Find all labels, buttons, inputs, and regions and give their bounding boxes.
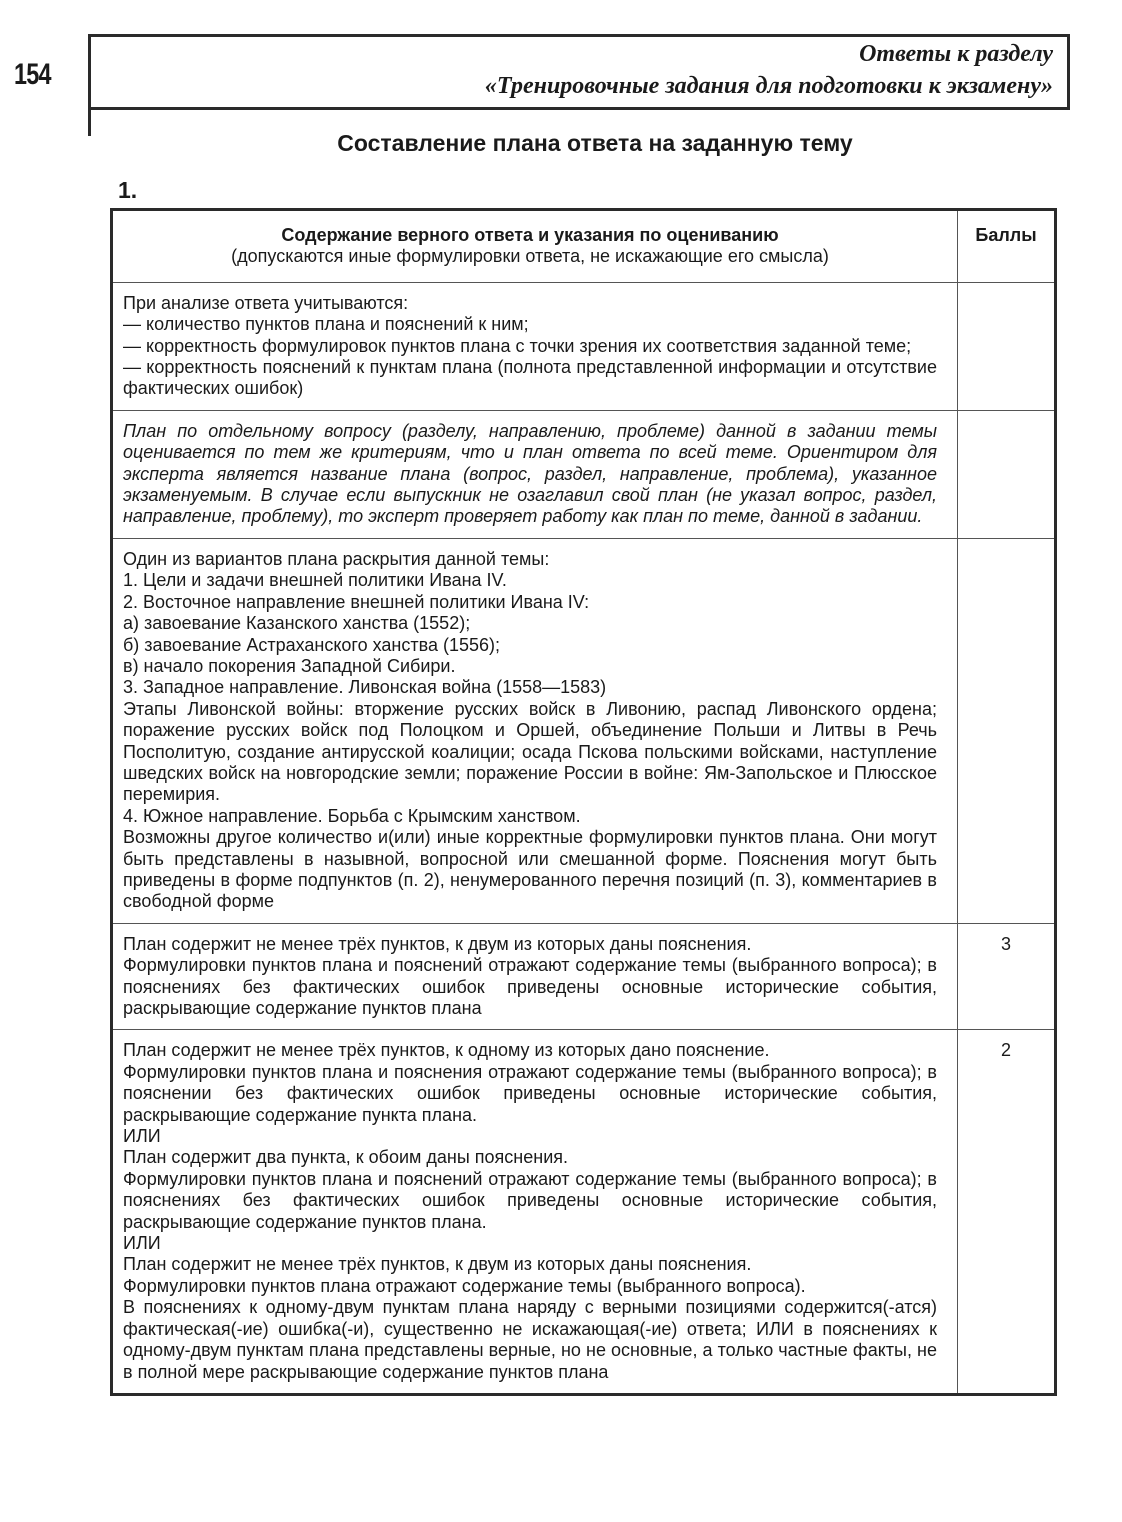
table-header-row — [112, 210, 1056, 283]
criteria-line: Формулировки пунктов плана отражают содержание темы (выбранного вопроса). — [123, 1275, 806, 1296]
table-row — [112, 1030, 1056, 1395]
plan-line: 3. Западное направление. Ливонская война (1558—1583) — [123, 677, 607, 698]
criteria-line: ИЛИ — [123, 1233, 161, 1254]
score-cell — [958, 538, 1056, 923]
plan-variant-cell — [112, 538, 958, 923]
criteria-line: Формулировки пунктов плана и пояснения отражают содержание темы (выбранного вопроса); в пояснении без фактических ошибок приведены основные исторические события, раскрывающие содержание пункта плана. — [123, 1061, 937, 1125]
criteria-line: Формулировки пунктов плана и пояснений отражают содержание темы (выбранного вопроса); в пояснениях без фактических ошибок приведены основные исторические события, раскрывающие содержание пунктов плана. — [123, 1168, 937, 1232]
plan-line: Возможны другое количество и(или) иные корректные формулировки пунктов плана. Они могут быть представлены в назывной, вопросной или смешанной форме. Пояснения могут быть приведены в форме подпунктов (п. 2), ненумерованного перечня позиций (п. 3), комментариев в свободной форме — [123, 827, 937, 912]
plan-line: 2. Восточное направление внешней политики Ивана IV: — [123, 591, 590, 612]
plan-line: Один из вариантов плана раскрытия данной темы: — [123, 548, 550, 569]
plan-line: Этапы Ливонской войны: вторжение русских войск в Ливонию, распад Ливонского ордена; поражение русских войск под Полоцком и Оршей, объединение Польши и Литвы в Речь Посполитую, создание антирусской коалиции; осада Пскова польскими войсками, наступление шведских войск на новгородские земли; поражение России в войне: Ям-Запольское и Плюсское перемирия. — [123, 698, 937, 805]
criteria-line: План содержит не менее трёх пунктов, к двум из которых даны пояснения. — [123, 1254, 752, 1275]
section-title: Составление плана ответа на заданную тему — [337, 130, 853, 156]
table-row — [112, 923, 1056, 1030]
table-row — [112, 410, 1056, 538]
content-header-title: Содержание верного ответа и указания по оцениванию — [281, 225, 779, 245]
score-cell: 2 — [958, 1030, 1056, 1395]
page-number: 154 — [14, 58, 51, 91]
score-cell: 3 — [958, 923, 1056, 1030]
table-row — [112, 282, 1056, 410]
table-row — [112, 538, 1056, 923]
criteria-line: При анализе ответа учитываются: — [123, 292, 409, 313]
plan-line: б) завоевание Астраханского ханства (1556); — [123, 634, 501, 655]
criteria-line: В пояснениях к одному-двум пунктам плана наряду с верными позициями содержится(-атся) фактическая(-ие) ошибка(-и), существенно не искажающая(-ие) ответа; ИЛИ в пояснениях к одному-двум пунктам плана представлены верные, но не основные, а только частные факты, не в полной мере раскрывающие содержание пунктов плана — [123, 1297, 937, 1382]
plan-line: а) завоевание Казанского ханства (1552); — [123, 613, 471, 634]
criteria-line: — количество пунктов плана и пояснений к ним; — [123, 314, 529, 335]
criteria-cell — [112, 282, 958, 410]
criteria-line: План содержит не менее трёх пунктов, к двум из которых даны пояснения. — [123, 933, 752, 954]
criteria-line: — корректность формулировок пунктов плана с точки зрения их соответствия заданной теме; — [123, 335, 912, 356]
running-header-line-2: «Тренировочные задания для подготовки к экзамену» — [484, 73, 1053, 99]
criteria-line: — корректность пояснений к пунктам плана (полнота представленной информации и отсутствие фактических ошибок) — [123, 357, 937, 399]
criteria-line: Формулировки пунктов плана и пояснений отражают содержание темы (выбранного вопроса); в пояснениях без фактических ошибок приведены основные исторические события, раскрывающие содержание пунктов плана — [123, 955, 937, 1018]
content-header-cell — [112, 210, 958, 283]
criteria-line: План содержит не менее трёх пунктов, к одному из которых дано пояснение. — [123, 1040, 770, 1061]
score-cell — [958, 410, 1056, 538]
criteria-cell — [112, 923, 958, 1030]
task-number: 1. — [118, 177, 138, 203]
instruction-cell: План по отдельному вопросу (разделу, направлению, проблеме) данной в задании темы оценивается по тем же критериям, что и план ответа по всей теме. Ориентиром для эксперта является название плана (вопрос, раздел, направление, проблема), указанное экзаменуемым. В случае если выпускник не озаглавил свой план (не указал вопрос, раздел, направление, проблему), то эксперт проверяет работу как план по теме, данной в задании. — [112, 410, 958, 538]
criteria-line: ИЛИ — [123, 1126, 161, 1147]
running-header-line-1: Ответы к разделу — [859, 41, 1053, 67]
running-header — [88, 34, 1070, 110]
content-header-subtitle: (допускаются иные формулировки ответа, не искажающие его смысла) — [231, 246, 829, 267]
criteria-line: План содержит два пункта, к обоим даны пояснения. — [123, 1147, 568, 1168]
score-cell — [958, 282, 1056, 410]
plan-line: в) начало покорения Западной Сибири. — [123, 655, 456, 676]
plan-line: 1. Цели и задачи внешней политики Ивана IV. — [123, 570, 507, 591]
plan-line: 4. Южное направление. Борьба с Крымским ханством. — [123, 805, 581, 826]
score-header-cell: Баллы — [958, 210, 1056, 283]
criteria-cell — [112, 1030, 958, 1395]
rubric-table — [110, 208, 1057, 1396]
